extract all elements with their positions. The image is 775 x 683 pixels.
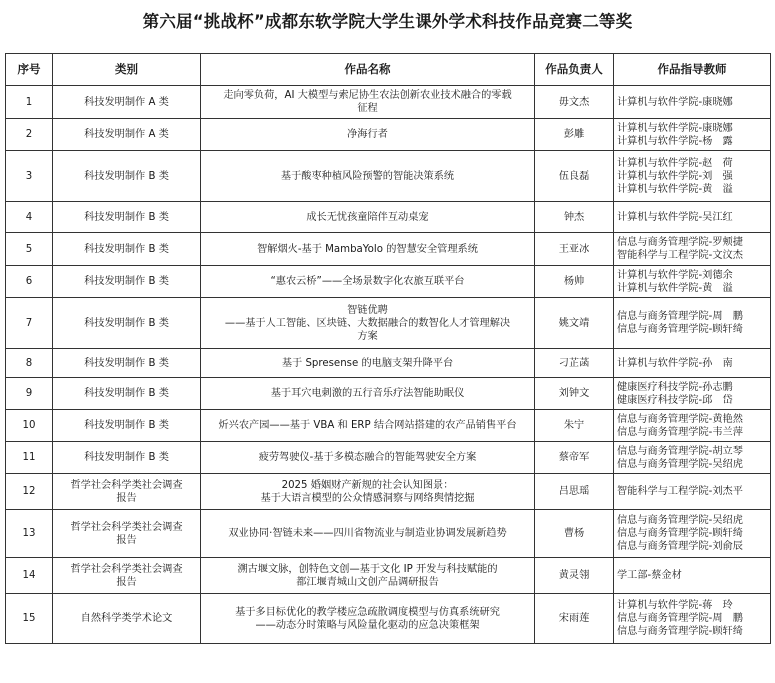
table-row bbox=[6, 298, 771, 349]
row-category bbox=[53, 474, 201, 510]
row-advisors bbox=[614, 233, 771, 266]
advisor-line: 计算机与软件学院-孙 南 bbox=[617, 357, 733, 369]
work-name-line: 基于多目标优化的教学楼应急疏散调度模型与仿真系统研究 bbox=[235, 606, 500, 618]
advisor-line: 计算机与软件学院-刘 强 bbox=[617, 170, 733, 182]
table-row bbox=[6, 410, 771, 442]
table-row bbox=[6, 474, 771, 510]
row-advisors bbox=[614, 510, 771, 558]
work-name-line: 疲劳驾驶仪-基于多模态融合的智能驾驶安全方案 bbox=[258, 452, 477, 463]
row-index: 8 bbox=[6, 349, 53, 378]
work-name-line: 成长无忧孩童陪伴互动桌宠 bbox=[306, 211, 429, 223]
work-name-line: 基于酸枣种植风险预警的智能决策系统 bbox=[280, 170, 455, 182]
category-line: 报告 bbox=[116, 576, 137, 588]
advisor-line: 信息与商务管理学院-周 鹏 bbox=[617, 311, 743, 322]
advisor-line: 计算机与软件学院-康晓娜 bbox=[617, 96, 733, 108]
row-index: 12 bbox=[6, 474, 53, 510]
row-category bbox=[53, 378, 201, 410]
advisor-line: 信息与商务管理学院-吴绍虎 bbox=[617, 515, 743, 526]
row-leader: 曹杨 bbox=[535, 510, 614, 558]
row-index: 6 bbox=[6, 266, 53, 298]
row-advisors bbox=[614, 151, 771, 202]
category-line: 报告 bbox=[116, 492, 137, 504]
table-row bbox=[6, 202, 771, 233]
work-name-line: 基于 Spresense 的电脑支架升降平台 bbox=[281, 357, 454, 369]
row-leader: 吕思瑶 bbox=[535, 474, 614, 510]
row-category bbox=[53, 442, 201, 474]
row-advisors bbox=[614, 410, 771, 442]
category-line: 报告 bbox=[116, 534, 137, 546]
advisor-line: 学工部-蔡金材 bbox=[617, 570, 682, 581]
work-name-line: 基于大语言模型的公众情感洞察与网络舆情挖掘 bbox=[260, 492, 475, 504]
row-work-name bbox=[201, 474, 535, 510]
work-name-line: 方案 bbox=[357, 330, 378, 342]
row-index: 9 bbox=[6, 378, 53, 410]
category-line: 科技发明制作 B 类 bbox=[84, 317, 169, 329]
table-body bbox=[6, 86, 771, 644]
header-category: 类别 bbox=[53, 54, 201, 86]
work-name-line: 双业协同·智链未来——四川省物流业与制造业协调发展新趋势 bbox=[228, 528, 507, 539]
row-index: 11 bbox=[6, 442, 53, 474]
row-category bbox=[53, 510, 201, 558]
advisor-line: 计算机与软件学院-黄 溢 bbox=[617, 282, 733, 294]
row-category bbox=[53, 119, 201, 151]
advisor-line: 智能科学与工程学院-文汶杰 bbox=[617, 250, 743, 261]
table-row bbox=[6, 594, 771, 644]
work-name-line: 2025 婚姻财产新规的社会认知图景： bbox=[281, 479, 454, 491]
row-category bbox=[53, 298, 201, 349]
table-row bbox=[6, 266, 771, 298]
row-work-name bbox=[201, 119, 535, 151]
row-work-name bbox=[201, 151, 535, 202]
table-row bbox=[6, 349, 771, 378]
row-leader: 宋雨莲 bbox=[535, 594, 614, 644]
row-work-name bbox=[201, 202, 535, 233]
header-index: 序号 bbox=[6, 54, 53, 86]
row-advisors bbox=[614, 86, 771, 119]
work-name-line: 溯古堰文脉，创特色文创—基于文化 IP 开发与科技赋能的 bbox=[237, 563, 498, 575]
row-leader: 王亚冰 bbox=[535, 233, 614, 266]
row-work-name bbox=[201, 378, 535, 410]
row-advisors bbox=[614, 266, 771, 298]
category-line: 科技发明制作 A 类 bbox=[84, 96, 169, 108]
category-line: 科技发明制作 B 类 bbox=[84, 170, 169, 182]
row-advisors bbox=[614, 349, 771, 378]
advisor-line: 计算机与软件学院-杨 露 bbox=[617, 135, 733, 147]
advisor-line: 信息与商务管理学院-罗颊捷 bbox=[617, 237, 743, 248]
work-name-line: 征程 bbox=[357, 103, 378, 114]
row-index: 14 bbox=[6, 558, 53, 594]
row-leader: 黄灵翎 bbox=[535, 558, 614, 594]
row-category bbox=[53, 86, 201, 119]
row-work-name bbox=[201, 442, 535, 474]
row-category bbox=[53, 151, 201, 202]
row-leader: 刘钟文 bbox=[535, 378, 614, 410]
row-advisors bbox=[614, 474, 771, 510]
row-leader: 蔡帝军 bbox=[535, 442, 614, 474]
row-leader: 刁芷菡 bbox=[535, 349, 614, 378]
row-leader: 姚文靖 bbox=[535, 298, 614, 349]
row-index: 15 bbox=[6, 594, 53, 644]
table-row bbox=[6, 442, 771, 474]
row-index: 13 bbox=[6, 510, 53, 558]
advisor-line: 信息与商务管理学院-吴绍虎 bbox=[617, 458, 743, 470]
row-advisors bbox=[614, 594, 771, 644]
row-category bbox=[53, 349, 201, 378]
advisor-line: 信息与商务管理学院-韦兰萍 bbox=[617, 426, 743, 438]
category-line: 自然科学类学术论文 bbox=[80, 613, 173, 624]
row-category bbox=[53, 410, 201, 442]
row-advisors bbox=[614, 442, 771, 474]
header-leader: 作品负责人 bbox=[535, 54, 614, 86]
row-category bbox=[53, 594, 201, 644]
category-line: 科技发明制作 B 类 bbox=[84, 357, 169, 369]
category-line: 哲学社会科学类社会调查 bbox=[70, 563, 183, 575]
header-advisor: 作品指导教师 bbox=[614, 54, 771, 86]
work-name-line: 走向零负荷，AI 大模型与索尼协生农法创新农业技术融合的零载 bbox=[223, 90, 512, 101]
category-line: 科技发明制作 A 类 bbox=[84, 129, 169, 140]
row-work-name bbox=[201, 510, 535, 558]
row-leader: 杨帅 bbox=[535, 266, 614, 298]
table-header-row bbox=[6, 54, 771, 86]
row-work-name bbox=[201, 594, 535, 644]
row-index: 3 bbox=[6, 151, 53, 202]
advisor-line: 智能科学与工程学院-刘杰平 bbox=[617, 486, 743, 497]
row-leader: 朱宁 bbox=[535, 410, 614, 442]
category-line: 科技发明制作 B 类 bbox=[84, 243, 169, 255]
advisor-line: 计算机与软件学院-刘德余 bbox=[617, 269, 733, 281]
row-index: 10 bbox=[6, 410, 53, 442]
work-name-line: 基于耳穴电刺激的五行音乐疗法智能助眠仪 bbox=[270, 388, 465, 399]
advisor-line: 健康医疗科技学院-邱 岱 bbox=[617, 394, 733, 406]
row-leader: 钟杰 bbox=[535, 202, 614, 233]
work-name-line: 净海行者 bbox=[347, 129, 388, 140]
work-name-line: 智链优聘 bbox=[347, 304, 388, 316]
row-advisors bbox=[614, 298, 771, 349]
work-name-line: 炘兴农产园——基于 VBA 和 ERP 结合网站搭建的农产品销售平台 bbox=[218, 420, 517, 431]
row-work-name bbox=[201, 349, 535, 378]
row-leader: 伍良磊 bbox=[535, 151, 614, 202]
advisor-line: 信息与商务管理学院-顾轩绮 bbox=[617, 626, 743, 637]
row-advisors bbox=[614, 378, 771, 410]
advisor-line: 信息与商务管理学院-周 鹏 bbox=[617, 613, 743, 624]
row-index: 5 bbox=[6, 233, 53, 266]
row-work-name bbox=[201, 410, 535, 442]
row-category bbox=[53, 202, 201, 233]
row-work-name bbox=[201, 298, 535, 349]
row-work-name bbox=[201, 558, 535, 594]
table-row bbox=[6, 119, 771, 151]
category-line: 科技发明制作 B 类 bbox=[84, 388, 169, 399]
advisor-line: 计算机与软件学院-蒋 玲 bbox=[617, 600, 733, 611]
row-index: 4 bbox=[6, 202, 53, 233]
row-work-name bbox=[201, 233, 535, 266]
row-leader: 毋文杰 bbox=[535, 86, 614, 119]
row-advisors bbox=[614, 202, 771, 233]
awards-table bbox=[5, 53, 771, 644]
advisor-line: 计算机与软件学院-康晓娜 bbox=[617, 122, 733, 134]
row-index: 1 bbox=[6, 86, 53, 119]
row-leader: 彭雕 bbox=[535, 119, 614, 151]
row-index: 2 bbox=[6, 119, 53, 151]
advisor-line: 计算机与软件学院-黄 溢 bbox=[617, 183, 733, 195]
table-row bbox=[6, 558, 771, 594]
table-row bbox=[6, 233, 771, 266]
header-work: 作品名称 bbox=[201, 54, 535, 86]
advisor-line: 健康医疗科技学院-孙志鹏 bbox=[617, 381, 733, 393]
category-line: 科技发明制作 B 类 bbox=[84, 276, 169, 287]
table-row bbox=[6, 86, 771, 119]
advisor-line: 信息与商务管理学院-刘俞辰 bbox=[617, 541, 743, 552]
category-line: 哲学社会科学类社会调查 bbox=[70, 479, 183, 491]
work-name-line: 智解烟火-基于 MambaYolo 的智慧安全管理系统 bbox=[257, 243, 478, 255]
row-advisors bbox=[614, 558, 771, 594]
work-name-line: 都江堰青城山文创产品调研报告 bbox=[296, 576, 439, 588]
work-name-line: ——动态分时策略与风险量化驱动的应急决策框架 bbox=[255, 619, 480, 631]
row-index: 7 bbox=[6, 298, 53, 349]
advisor-line: 信息与商务管理学院-顾轩绮 bbox=[617, 528, 743, 539]
work-name-line: ——基于人工智能、区块链、大数据融合的数智化人才管理解决 bbox=[224, 317, 511, 329]
row-advisors bbox=[614, 119, 771, 151]
page-title: 第六届“挑战杯”成都东软学院大学生课外学术科技作品竞赛二等奖 bbox=[142, 12, 633, 31]
category-line: 哲学社会科学类社会调查 bbox=[70, 521, 183, 533]
category-line: 科技发明制作 B 类 bbox=[84, 452, 169, 463]
category-line: 科技发明制作 B 类 bbox=[84, 420, 169, 431]
advisor-line: 信息与商务管理学院-胡立琴 bbox=[617, 445, 743, 457]
work-name-line: “惠农云桥”——全场景数字化农旅互联平台 bbox=[270, 276, 465, 287]
advisor-line: 信息与商务管理学院-顾轩绮 bbox=[617, 324, 743, 335]
category-line: 科技发明制作 B 类 bbox=[84, 211, 169, 223]
row-category bbox=[53, 266, 201, 298]
row-work-name bbox=[201, 266, 535, 298]
table-row bbox=[6, 378, 771, 410]
advisor-line: 信息与商务管理学院-黄艳然 bbox=[617, 413, 743, 425]
row-work-name bbox=[201, 86, 535, 119]
row-category bbox=[53, 558, 201, 594]
advisor-line: 计算机与软件学院-吴江红 bbox=[617, 211, 733, 223]
advisor-line: 计算机与软件学院-赵 荷 bbox=[617, 157, 733, 169]
table-row bbox=[6, 510, 771, 558]
row-category bbox=[53, 233, 201, 266]
table-row bbox=[6, 151, 771, 202]
